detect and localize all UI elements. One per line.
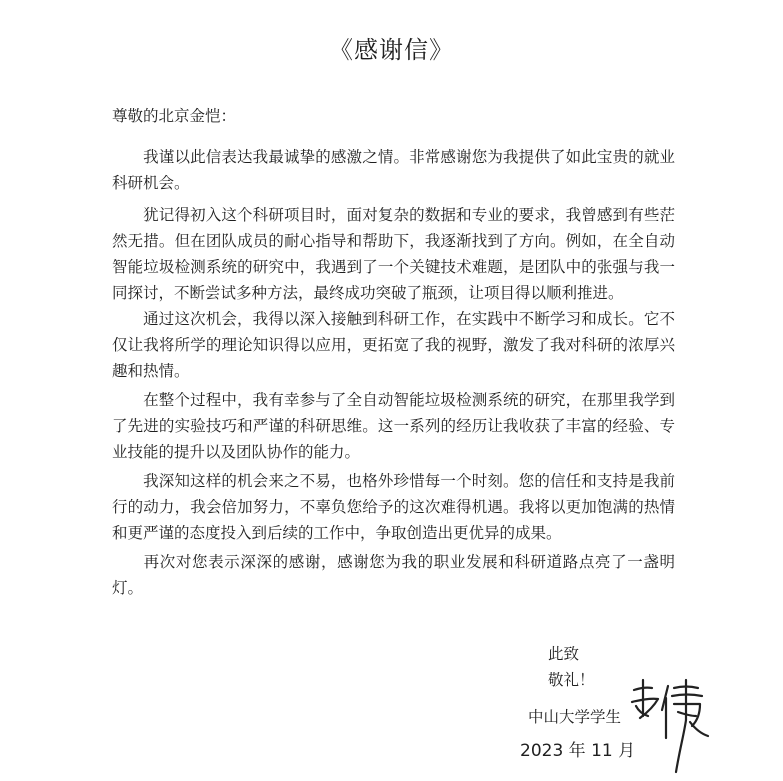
paragraph-text: 在整个过程中，我有幸参与了全自动智能垃圾检测系统的研究，在那里我学到了先进的实验技巧和严谨的科研思维。这一系列的经历让我收获了丰富的经验、专业技能的提升以及团队协作的能力。 — [112, 391, 675, 461]
paragraph-text: 犹记得初入这个科研项目时，面对复杂的数据和专业的要求，我曾感到有些茫然无措。但在团队成员的耐心指导和帮助下，我逐渐找到了方向。例如，在全自动智能垃圾检测系统的研究中，我遇到了一个关键技术难题，是团队中的张强与我一同探讨，不断尝试多种方法，最终成功突破了瓶颈，让项目得以顺利推进。 — [112, 206, 675, 302]
closing-line: 此致 — [548, 645, 580, 663]
paragraph — [112, 202, 675, 306]
letter-date: 2023 年 11 月 — [520, 741, 636, 761]
paragraph-text: 我谨以此信表达我最诚挚的感激之情。非常感谢您为我提供了如此宝贵的就业科研机会。 — [112, 148, 675, 192]
signer-name: 中山大学学生 — [528, 708, 622, 726]
closing-line: 敬礼！ — [548, 671, 595, 689]
paragraph — [112, 144, 675, 196]
paragraph-text: 再次对您表示深深的感谢，感谢您为我的职业发展和科研道路点亮了一盏明灯。 — [112, 553, 675, 597]
paragraph — [112, 468, 675, 546]
letter-title: 《感谢信》 — [329, 36, 454, 64]
paragraph-text: 通过这次机会，我得以深入接触到科研工作，在实践中不断学习和成长。它不仅让我将所学的理论知识得以应用，更拓宽了我的视野，激发了我对科研的浓厚兴趣和热情。 — [112, 310, 675, 380]
salutation: 尊敬的北京金恺： — [112, 107, 237, 125]
paragraph-text: 我深知这样的机会来之不易，也格外珍惜每一个时刻。您的信任和支持是我前行的动力，我会倍加努力，不辜负您给予的这次难得机遇。我将以更加饱满的热情和更严谨的态度投入到后续的工作中，争取创造出更优异的成果。 — [112, 472, 675, 542]
paragraph — [112, 306, 675, 384]
paragraph — [112, 387, 675, 465]
handwritten-signature — [626, 676, 716, 776]
paragraph — [112, 549, 675, 601]
